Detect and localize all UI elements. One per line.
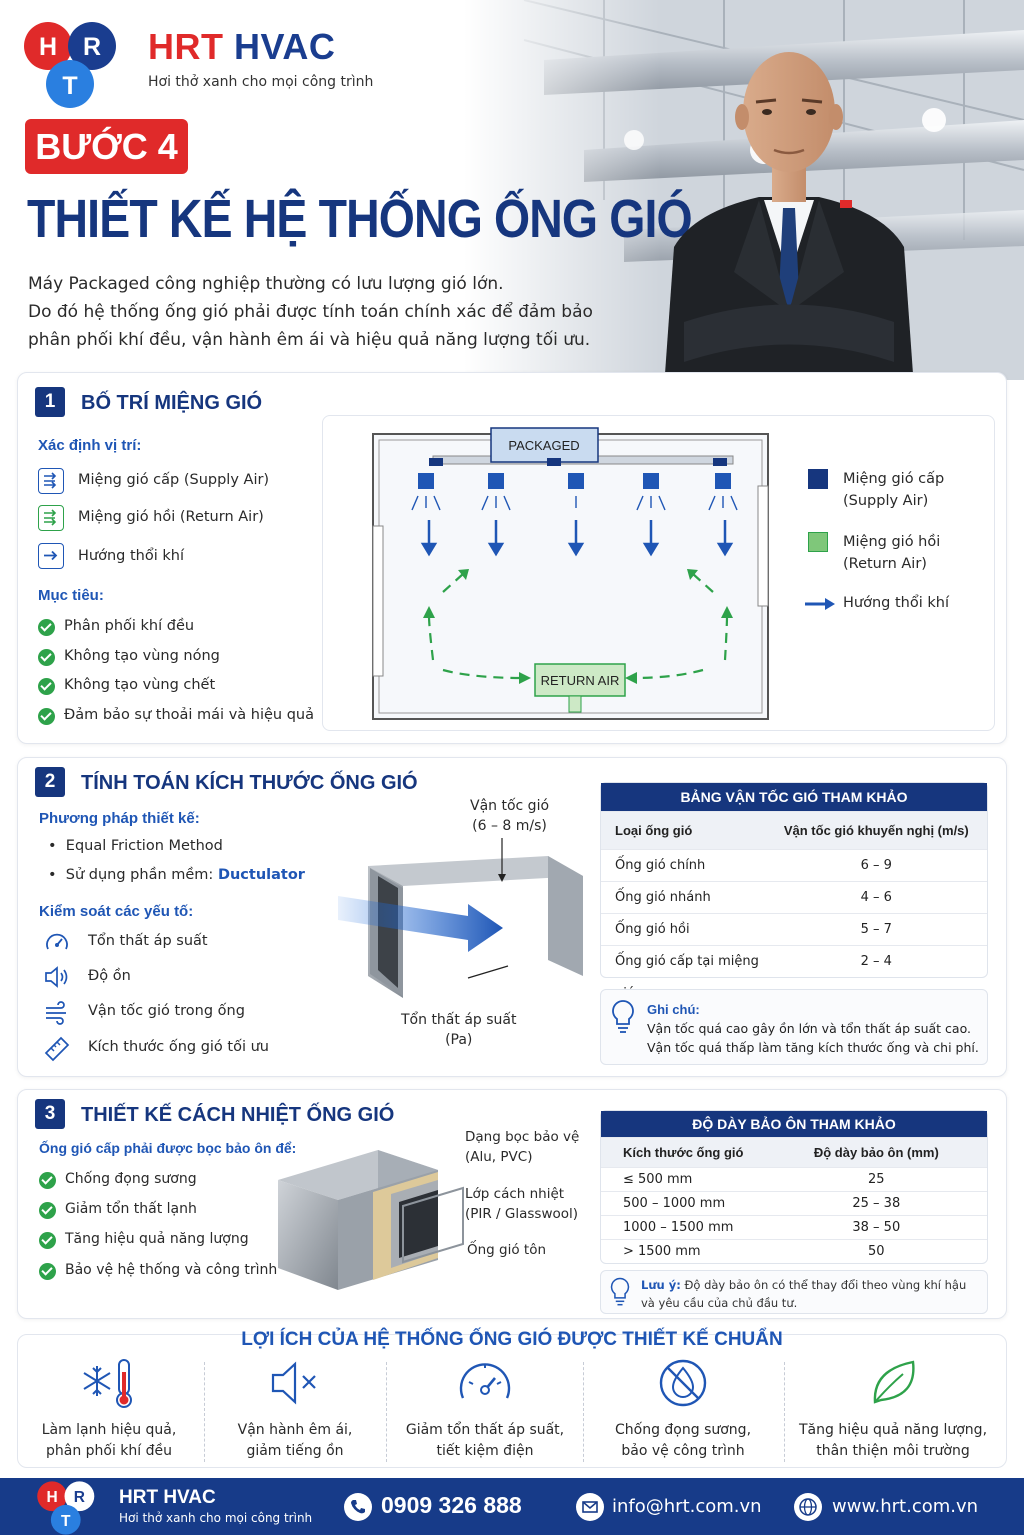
control-item: Tổn thất áp suất [88,933,208,949]
footer [0,1478,1024,1535]
footer-phone[interactable]: 0909 326 888 [381,1492,522,1518]
section-title: THIẾT KẾ CÁCH NHIỆT ỐNG GIÓ [81,1104,395,1126]
table-row: Ống gió cấp tại miệng 2 – 4 [601,945,987,977]
section-diffuser-layout [17,372,1007,744]
footer-brand: HRT HVAC [119,1487,216,1508]
svg-text:R: R [82,33,102,61]
brand-tagline: Hơi thở xanh cho mọi công trình [148,74,374,90]
table-header-row: Loại ống gió Vận tốc gió khuyến nghị (m/s) [601,811,987,849]
mute-speaker-icon [265,1356,325,1410]
benefit-cooling: Làm lạnh hiệu quả, phân phối khí đều [14,1356,204,1462]
ruler-icon [43,1035,71,1061]
lightbulb-icon [610,999,636,1035]
check-icon [39,1172,56,1189]
note-text: Lưu ý: Độ dày bảo ôn có thể thay đổi theo vùng khí hậu và yêu cầu của chủ đầu tư. [641,1278,967,1310]
wind-icon [43,1000,71,1026]
section-title: TÍNH TOÁN KÍCH THƯỚC ỐNG GIÓ [81,772,418,794]
insulated-duct-illustration [273,1140,473,1290]
position-heading: Xác định vị trí: [38,437,142,454]
return-air-label: RETURN AIR [540,673,620,688]
table-header-row: Kích thước ống gió Độ dày bảo ôn (mm) [601,1137,987,1167]
table-row: Ống gió nhánh 4 – 6 [601,881,987,913]
insulation-note [600,1270,988,1314]
table-row: Ống gió hồi 5 – 7 [601,913,987,945]
pressure-loss-label: Tổn thất áp suất (Pa) [401,1012,517,1048]
return-air-icon [38,505,64,531]
hrt-logo [22,22,122,108]
phone-icon [344,1493,372,1521]
leaf-icon [863,1356,923,1410]
check-icon [38,649,55,666]
check-icon [38,678,55,695]
packaged-unit-label: PACKAGED [508,438,580,453]
section-duct-insulation [17,1089,1007,1319]
insulation-requirement: Ống gió cấp phải được bọc bảo ôn để: [39,1140,297,1156]
layer-duct-label: Ống gió tôn [467,1242,547,1258]
no-water-drop-icon [653,1356,713,1410]
position-direction: Hướng thổi khí [78,548,184,564]
goal-item: Không tạo vùng nóng [64,648,220,664]
airflow-direction-icon [38,543,64,569]
check-icon [38,619,55,636]
benefits-title: LỢI ÍCH CỦA HỆ THỐNG ỐNG GIÓ ĐƯỢC THIẾT KẾ CHUẨN [241,1329,783,1350]
svg-text:T: T [61,1512,71,1530]
footer-website[interactable]: www.hrt.com.vn [832,1496,979,1517]
section-number: 3 [35,1099,65,1129]
intro-text: Máy Packaged công nghiệp thường có lưu lượng gió lớn. Do đó hệ thống ống gió phải được tính toán chính xác để đảm bảo phân phối khí đều, vận hành êm ái và hiệu quả năng lượng tối ưu. [28,274,593,350]
legend-return-label: Miệng gió hồi (Return Air) [843,534,941,572]
svg-text:H: H [46,1488,58,1506]
globe-icon [794,1493,822,1521]
supply-air-icon [38,468,64,494]
method-item: • Equal Friction Method [48,838,223,854]
lightbulb-icon [609,1276,631,1308]
control-item: Kích thước ống gió tối ưu [88,1039,269,1055]
benefit-pressure: Giảm tổn thất áp suất, tiết kiệm điện [390,1356,580,1462]
section-number: 2 [35,767,65,797]
control-item: Vận tốc gió trong ống [88,1003,245,1019]
layer-protection-label: Dạng bọc bảo vệ (Alu, PVC) [465,1129,580,1165]
legend-return-swatch [808,532,828,552]
table-title: BẢNG VẬN TỐC GIÓ THAM KHẢO [601,783,987,811]
section-title: BỐ TRÍ MIỆNG GIÓ [81,392,263,414]
footer-tagline: Hơi thở xanh cho mọi công trình [119,1511,313,1525]
check-icon [39,1263,56,1280]
check-icon [39,1232,56,1249]
insulation-thickness-table [600,1110,988,1264]
email-icon [576,1493,604,1521]
floor-plan-diagram [363,416,793,732]
presenter-photo [664,22,914,388]
note-line: Vận tốc quá thấp làm tăng kích thước ống và chi phí. [647,1040,979,1055]
layer-insulation-label: Lớp cách nhiệt (PIR / Glasswool) [465,1186,579,1222]
velocity-label: Vận tốc gió (6 – 8 m/s) [470,798,550,834]
step-badge: BƯỚC 4 [25,119,188,174]
snowflake-thermometer-icon [79,1356,139,1410]
svg-text:T: T [62,72,78,100]
method-heading: Phương pháp thiết kế: [39,810,200,827]
footer-email[interactable]: info@hrt.com.vn [612,1496,762,1517]
goal-item: Không tạo vùng chết [64,677,216,693]
velocity-note [600,989,988,1065]
layout-diagram-panel [322,415,995,731]
control-item: Độ ồn [88,968,131,984]
check-icon [39,1202,56,1219]
insulation-item: Tăng hiệu quả năng lượng [65,1231,249,1247]
gauge-icon [455,1356,515,1410]
table-row: 1000 – 1500 mm 38 – 50 [601,1215,987,1239]
table-title: ĐỘ DÀY BẢO ÔN THAM KHẢO [601,1111,987,1137]
legend-flow-label: Hướng thổi khí [843,595,949,611]
table-row: 500 – 1000 mm 25 – 38 [601,1191,987,1215]
legend-supply-swatch [808,469,828,489]
hero-banner [0,0,1024,380]
svg-text:R: R [73,1488,86,1506]
brand-name: HRT HVAC [148,26,336,67]
velocity-reference-table [600,782,988,978]
note-line: Vận tốc quá cao gây ồn lớn và tổn thất áp suất cao. [647,1021,971,1036]
benefit-quiet: Vận hành êm ái, giảm tiếng ồn [200,1356,390,1462]
note-title: Ghi chú: [647,1002,700,1017]
benefit-condensation: Chống đọng sương, bảo vệ công trình [588,1356,778,1462]
method-item: • Sử dụng phần mềm: Ductulator [48,867,305,883]
check-icon [38,708,55,725]
goal-heading: Mục tiêu: [38,587,104,604]
pressure-gauge-icon [44,930,70,956]
rectangular-duct-illustration [328,848,588,1008]
table-row: > 1500 mm 50 [601,1239,987,1263]
table-row: Ống gió chính 6 – 9 [601,849,987,881]
goal-item: Đảm bảo sự thoải mái và hiệu quả [64,707,314,723]
footer-logo [36,1480,98,1536]
position-supply: Miệng gió cấp (Supply Air) [78,472,270,488]
position-return: Miệng gió hồi (Return Air) [78,509,264,525]
page-title: THIẾT KẾ HỆ THỐNG ỐNG GIÓ [27,189,692,249]
legend-supply-label: Miệng gió cấp (Supply Air) [843,471,945,509]
benefit-energy: Tăng hiệu quả năng lượng, thân thiện môi trường [798,1356,988,1462]
section-number: 1 [35,387,65,417]
insulation-item: Chống đọng sương [65,1171,197,1187]
goal-item: Phân phối khí đều [64,618,195,634]
speaker-icon [43,964,71,990]
legend-flow-arrow-icon [805,597,835,611]
insulation-item: Bảo vệ hệ thống và công trình [65,1262,278,1278]
control-heading: Kiểm soát các yếu tố: [39,903,194,920]
table-row: ≤ 500 mm 25 [601,1167,987,1191]
section-duct-sizing [17,757,1007,1077]
insulation-item: Giảm tổn thất lạnh [65,1201,197,1217]
svg-text:H: H [38,33,58,61]
